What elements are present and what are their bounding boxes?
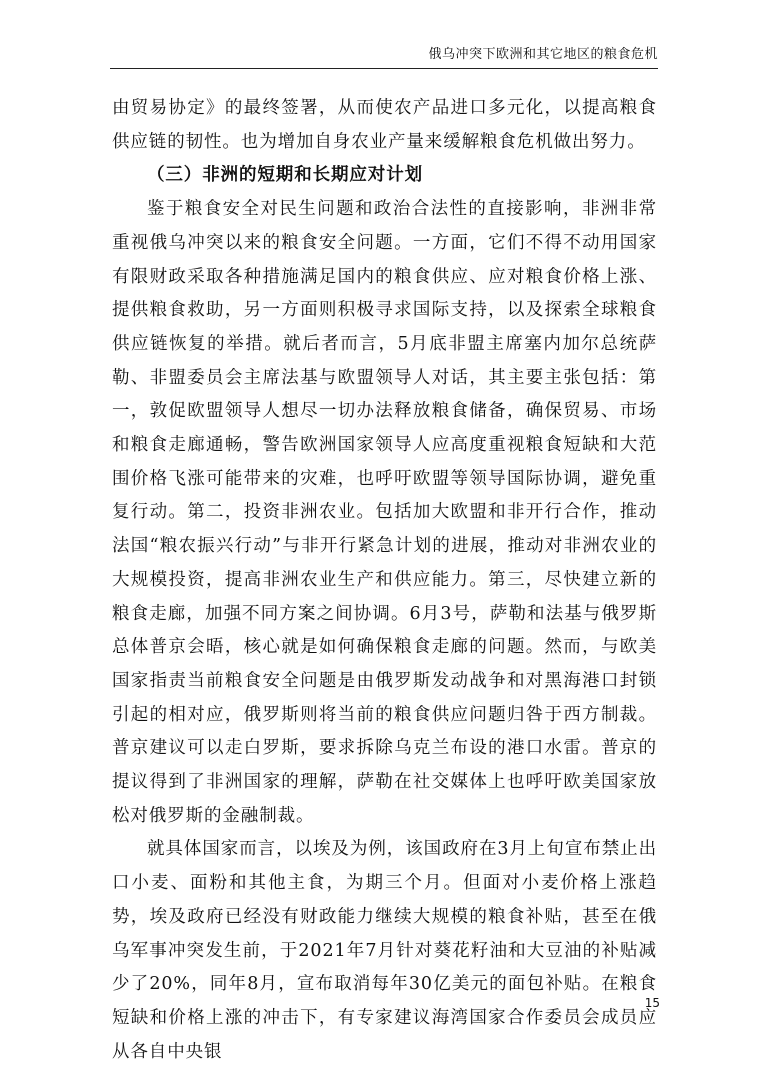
running-header <box>110 44 658 69</box>
document-body <box>112 92 657 1069</box>
continued-paragraph: 由贸易协定》的最终签署，从而使农产品进口多元化，以提高粮食供应链的韧性。也为增加自身农业产量来缓解粮食危机做出努力。 <box>112 98 657 152</box>
body-paragraph-2: 就具体国家而言，以埃及为例，该国政府在3月上旬宣布禁止出口小麦、面粉和其他主食，为期三个月。但面对小麦价格上涨趋势，埃及政府已经没有财政能力继续大规模的粮食补贴，甚至在俄乌军事冲突发生前，于2021年7月针对葵花籽油和大豆油的补贴减少了20%，同年8月，宣布取消每年30亿美元的面包补贴。在粮食短缺和价格上涨的冲击下，有专家建议海湾国家合作委员会成员应从各自中央银 <box>112 839 657 1062</box>
section-heading: （三）非洲的短期和长期应对计划 <box>147 165 423 186</box>
body-paragraph-1: 鉴于粮食安全对民生问题和政治合法性的直接影响，非洲非常重视俄乌冲突以来的粮食安全问题。一方面，它们不得不动用国家有限财政采取各种措施满足国内的粮食供应、应对粮食价格上涨、提供粮食救助，另一方面则积极寻求国际支持，以及探索全球粮食供应链恢复的举措。就后者而言，5月底非盟主席塞内加尔总统萨勒、非盟委员会主席法基与欧盟领导人对话，其主要主张包括：第一，敦促欧盟领导人想尽一切办法释放粮食储备，确保贸易、市场和粮食走廊通畅，警告欧洲国家领导人应高度重视粮食短缺和大范围价格飞涨可能带来的灾难，也呼吁欧盟等领导国际协调，避免重复行动。第二，投资非洲农业。包括加大欧盟和非开行合作，推动法国“粮农振兴行动”与非开行紧急计划的进展，推动对非洲农业的大规模投资，提高非洲农业生产和供应能力。第三，尽快建立新的粮食走廊，加强不同方案之间协调。6月3号，萨勒和法基与俄罗斯总体普京会晤，核心就是如何确保粮食走廊的问题。然而，与欧美国家指责当前粮食安全问题是由俄罗斯发动战争和对黑海港口封锁引起的相对应，俄罗斯则将当前的粮食供应问题归咎于西方制裁。普京建议可以走白罗斯，要求拆除乌克兰布设的港口水雷。普京的提议得到了非洲国家的理解，萨勒在社交媒体上也呼吁欧美国家放松对俄罗斯的金融制裁。 <box>112 199 657 826</box>
page-number: 15 <box>644 996 660 1010</box>
running-header-title: 俄乌冲突下欧洲和其它地区的粮食危机 <box>428 47 658 62</box>
